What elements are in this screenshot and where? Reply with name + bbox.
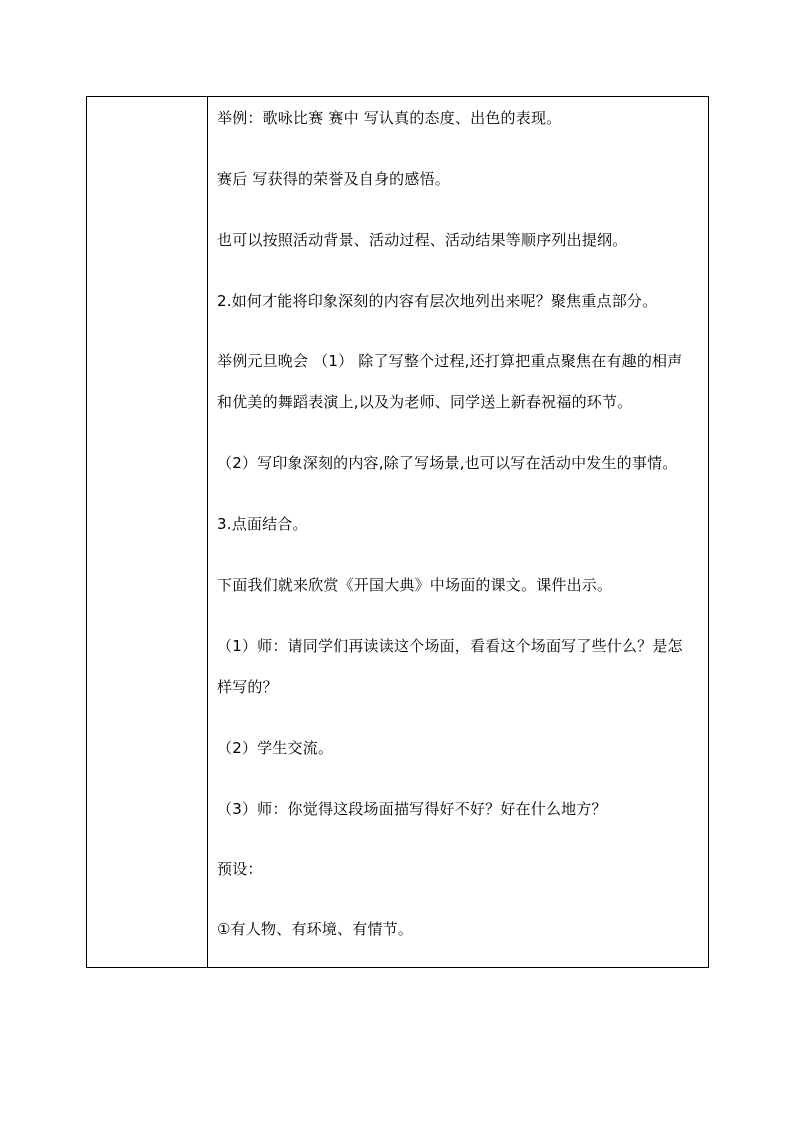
table-left-cell [87,97,208,967]
lesson-plan-table [86,96,709,968]
text-line: 样写的？ [217,678,278,696]
text-line: ①有人物、有环境、有情节。 [217,920,414,938]
text-line: 举例元旦晚会 （1） 除了写整个过程,还打算把重点聚焦在有趣的相声 [217,352,683,370]
text-line: （2）写印象深刻的内容,除了写场景,也可以写在活动中发生的事情。 [217,454,678,472]
table-content-cell [208,97,708,967]
text-line: 和优美的舞蹈表演上,以及为老师、同学送上新春祝福的环节。 [217,393,633,411]
text-line: 也可以按照活动背景、活动过程、活动结果等顺序列出提纲。 [217,231,628,249]
text-line: 3.点面结合。 [217,515,308,533]
text-line: 举例：歌咏比赛 赛中 写认真的态度、出色的表现。 [217,109,562,127]
text-line: 下面我们就来欣赏《开国大典》中场面的课文。课件出示。 [217,576,613,594]
text-line: 预设： [217,860,263,878]
text-line: 赛后 写获得的荣誉及自身的感悟。 [217,170,450,188]
text-line: （2）学生交流。 [217,739,334,757]
text-line: （3）师：你觉得这段场面描写得好不好？好在什么地方？ [217,800,607,818]
text-line: （1）师：请同学们再读读这个场面，看看这个场面写了些什么？是怎 [217,637,683,655]
text-line: 2.如何才能将印象深刻的内容有层次地列出来呢？聚焦重点部分。 [217,292,658,310]
